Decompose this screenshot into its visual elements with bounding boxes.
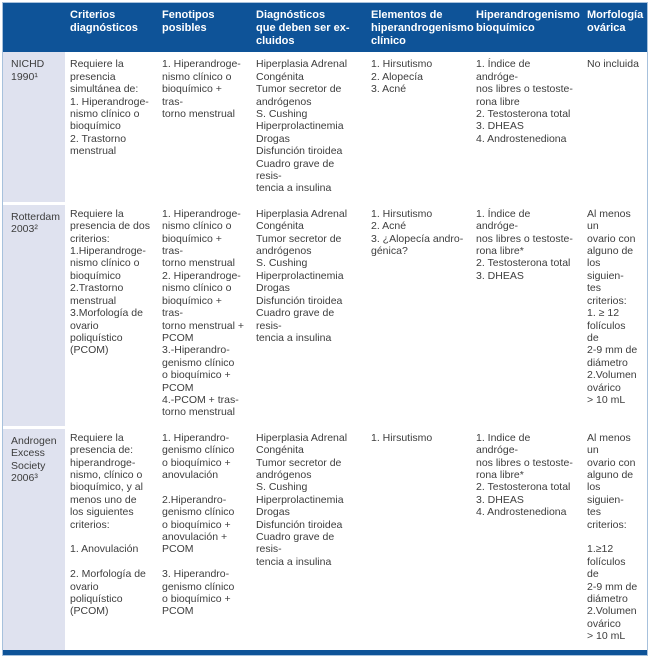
column-header-empty bbox=[3, 3, 65, 52]
column-header-fenotipos: Fenotipos posibles bbox=[162, 9, 215, 34]
cell-diagnosticos-excluidos: Hiperplasia Adrenal Congénita Tumor secretor de andrógenos S. Cushing Hiperprolactinemia Drogas Disfunción tiroidea Cuadro grave de resis- tencia a insulina bbox=[256, 431, 348, 568]
column-header-criterios: Criterios diagnósticos bbox=[70, 9, 138, 34]
cell-morfologia-ovarica: No incluida bbox=[587, 58, 639, 71]
cell-hiperandrogenismo-clinico: 1. Hirsutismo 2. Acné 3. ¿Alopecía andro- génica? bbox=[371, 207, 464, 258]
table-bottom-bar bbox=[3, 650, 647, 655]
cell-fenotipos: 1. Hiperandroge- nismo clínico o bioquímico + tras- torno menstrual bbox=[162, 58, 241, 121]
row-label: NICHD 1990¹ bbox=[3, 52, 65, 201]
cell-hiperandrogenismo-bioquimico: 1. Indice de andróge- nos libres o testoste- rona libre* 2. Testosterona total 3. DHEAS 4. Androstenediona bbox=[476, 431, 573, 519]
cell-hiperandrogenismo-clinico: 1. Hirsutismo 2. Alopecía 3. Acné bbox=[371, 58, 433, 96]
row-label: Androgen Excess Society 2006³ bbox=[3, 426, 65, 650]
column-header-hiperandrogenismo-bioquimico: Hiperandrogenismo bioquímico bbox=[476, 9, 580, 34]
column-header-morfologia-ovarica: Morfología ovárica bbox=[587, 9, 644, 34]
cell-hiperandrogenismo-clinico: 1. Hirsutismo bbox=[371, 431, 433, 444]
cell-hiperandrogenismo-bioquimico: 1. Índice de andróge- nos libres o testoste- rona libre* 2. Testosterona total 3. DHEAS bbox=[476, 207, 573, 282]
cell-diagnosticos-excluidos: Hiperplasia Adrenal Congénita Tumor secretor de andrógenos S. Cushing Hiperprolactinemia Drogas Disfunción tiroidea Cuadro grave de resis- tencia a insulina bbox=[256, 207, 348, 344]
table-row-androgen-excess-society-2006 bbox=[3, 426, 647, 650]
cell-fenotipos: 1. Hiperandroge- nismo clínico o bioquímico + tras- torno menstrual 2. Hiperandroge- nismo clínico o bioquímico + tras- torno menstrual + PCOM 3.-Hiperandro- genismo clínico o bioquímico + PCOM 4.-PCOM + tras- torno menstrual bbox=[162, 207, 245, 419]
table-header-row bbox=[3, 3, 647, 52]
cell-criterios: Requiere la presencia simultánea de: 1. Hiperandroge- nismo clínico o bioquímico 2. Trastorno menstrual bbox=[70, 58, 149, 158]
cell-morfologia-ovarica: Al menos un ovario con alguno de los siguien- tes criterios: 1.≥12 folículos de 2-9 mm de diámetro 2.Volumen ovárico > 10 mL bbox=[587, 431, 638, 643]
table-row-rotterdam-2003 bbox=[3, 202, 647, 426]
diagnostic-criteria-table bbox=[2, 2, 648, 656]
cell-diagnosticos-excluidos: Hiperplasia Adrenal Congénita Tumor secretor de andrógenos S. Cushing Hiperprolactinemia Drogas Disfunción tiroidea Cuadro grave de resis- tencia a insulina bbox=[256, 58, 348, 195]
table-row-nichd-1990 bbox=[3, 52, 647, 201]
column-header-hiperandrogenismo-clinico: Elementos de hiperandrogenismo clínico bbox=[371, 9, 474, 47]
row-label: Rotterdam 2003² bbox=[3, 202, 65, 426]
column-header-diagnosticos-excluidos: Diagnósticos que deben ser ex- cluidos bbox=[256, 9, 350, 47]
cell-fenotipos: 1. Hiperandro- genismo clínico o bioquímico + anovulación 2.Hiperandro- genismo clínico o bioquímico + anovulación + PCOM 3. Hiperandro- genismo clínico o bioquímico + PCOM bbox=[162, 431, 235, 618]
cell-hiperandrogenismo-bioquimico: 1. Índice de andróge- nos libres o testoste- rona libre 2. Testosterona total 3. DHEAS 4. Androstenediona bbox=[476, 58, 573, 145]
cell-criterios: Requiere la presencia de: hiperandroge- nismo, clínico o bioquímico, y al menos uno de los siguientes criterios: 1. Anovulación 2. Morfología de ovario poliquístico (PCOM) bbox=[70, 431, 146, 618]
cell-criterios: Requiere la presencia de dos criterios: 1.Hiperandroge- nismo clínico o bioquímico 2.Trastorno menstrual 3.Morfología de ovario poliquístico (PCOM) bbox=[70, 207, 150, 357]
cell-morfologia-ovarica: Al menos un ovario con alguno de los siguien- tes criterios: 1. ≥ 12 folículos de 2-9 mm de diámetro 2.Volumen ovárico > 10 mL bbox=[587, 207, 638, 406]
